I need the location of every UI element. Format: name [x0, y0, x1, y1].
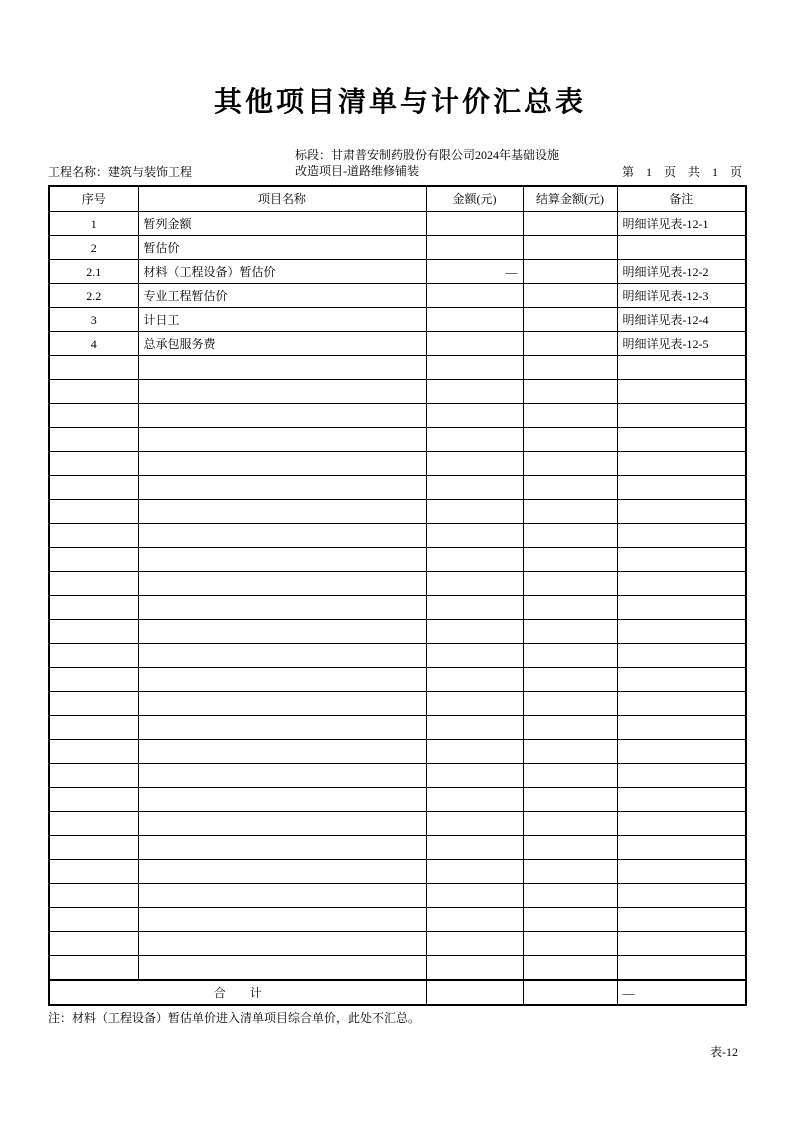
table-empty-row — [49, 860, 746, 884]
empty-cell — [523, 500, 617, 524]
empty-cell — [617, 356, 746, 380]
empty-cell — [49, 548, 138, 572]
empty-cell — [49, 716, 138, 740]
table-header — [49, 186, 746, 212]
empty-cell — [138, 788, 426, 812]
table-empty-row — [49, 740, 746, 764]
table-empty-row — [49, 644, 746, 668]
header-amount: 金额(元) — [426, 186, 523, 212]
empty-cell — [523, 404, 617, 428]
empty-cell — [138, 668, 426, 692]
empty-cell — [138, 716, 426, 740]
empty-cell — [617, 644, 746, 668]
empty-cell — [426, 476, 523, 500]
table-empty-row — [49, 380, 746, 404]
table-empty-row — [49, 812, 746, 836]
table-empty-row — [49, 716, 746, 740]
table-empty-row — [49, 788, 746, 812]
empty-cell — [138, 884, 426, 908]
empty-cell — [617, 668, 746, 692]
empty-cell — [138, 644, 426, 668]
table-empty-row — [49, 956, 746, 981]
empty-cell — [426, 884, 523, 908]
empty-cell — [49, 956, 138, 981]
cell-amount: — — [426, 260, 523, 284]
empty-cell — [426, 596, 523, 620]
empty-cell — [426, 428, 523, 452]
cell-amount — [426, 332, 523, 356]
empty-cell — [49, 404, 138, 428]
table-body — [49, 212, 746, 356]
cell-remark: 明细详见表-12-1 — [617, 212, 746, 236]
empty-cell — [138, 692, 426, 716]
empty-cell — [617, 716, 746, 740]
empty-cell — [426, 716, 523, 740]
empty-cell — [49, 764, 138, 788]
empty-cell — [49, 356, 138, 380]
form-code: 表-12 — [710, 1045, 738, 1059]
cell-amount — [426, 308, 523, 332]
cell-settlement — [523, 212, 617, 236]
table-empty-row — [49, 668, 746, 692]
empty-cell — [426, 620, 523, 644]
empty-cell — [523, 956, 617, 981]
empty-cell — [523, 524, 617, 548]
empty-cell — [426, 740, 523, 764]
empty-cell — [426, 644, 523, 668]
empty-cell — [523, 716, 617, 740]
empty-cell — [49, 692, 138, 716]
empty-cell — [138, 764, 426, 788]
empty-cell — [138, 452, 426, 476]
empty-cell — [138, 860, 426, 884]
empty-cell — [617, 476, 746, 500]
header-item-name: 项目名称 — [138, 186, 426, 212]
empty-cell — [617, 692, 746, 716]
empty-cell — [138, 404, 426, 428]
section-label — [295, 147, 559, 179]
empty-cell — [523, 356, 617, 380]
table-empty-row — [49, 692, 746, 716]
empty-cell — [617, 740, 746, 764]
empty-cell — [523, 620, 617, 644]
table-row — [49, 308, 746, 332]
empty-cell — [523, 764, 617, 788]
empty-cell — [617, 428, 746, 452]
empty-cell — [426, 380, 523, 404]
empty-cell — [426, 500, 523, 524]
cell-amount — [426, 284, 523, 308]
empty-cell — [49, 644, 138, 668]
empty-cell — [426, 788, 523, 812]
empty-cell — [617, 836, 746, 860]
table-empty-row — [49, 428, 746, 452]
cell-amount — [426, 236, 523, 260]
cell-seq: 2.1 — [49, 260, 138, 284]
empty-cell — [617, 380, 746, 404]
empty-cell — [426, 668, 523, 692]
table-empty-row — [49, 884, 746, 908]
empty-cell — [523, 548, 617, 572]
total-settlement — [523, 980, 617, 1005]
empty-cell — [523, 644, 617, 668]
empty-cell — [426, 908, 523, 932]
empty-cell — [523, 740, 617, 764]
table-empty-row — [49, 620, 746, 644]
empty-cell — [426, 692, 523, 716]
table-row — [49, 260, 746, 284]
empty-cell — [49, 596, 138, 620]
cell-amount — [426, 212, 523, 236]
empty-cell — [617, 452, 746, 476]
empty-cell — [49, 812, 138, 836]
empty-cell — [523, 908, 617, 932]
table-empty-row — [49, 836, 746, 860]
table-empty-row — [49, 500, 746, 524]
empty-cell — [523, 476, 617, 500]
empty-cell — [138, 380, 426, 404]
cell-seq: 2.2 — [49, 284, 138, 308]
empty-cell — [617, 956, 746, 981]
table-row — [49, 284, 746, 308]
cell-remark — [617, 236, 746, 260]
empty-cell — [523, 836, 617, 860]
total-remark: — — [617, 980, 746, 1005]
empty-cell — [617, 524, 746, 548]
header-remark: 备注 — [617, 186, 746, 212]
section-line-2: 改造项目-道路维修铺装 — [295, 164, 419, 178]
empty-cell — [49, 668, 138, 692]
section-line-1: 标段：甘肃普安制药股份有限公司2024年基础设施 — [295, 148, 560, 162]
empty-cell — [523, 572, 617, 596]
table-empty-row — [49, 908, 746, 932]
empty-cell — [49, 860, 138, 884]
cell-seq: 1 — [49, 212, 138, 236]
empty-cell — [138, 620, 426, 644]
cell-remark: 明细详见表-12-4 — [617, 308, 746, 332]
empty-cell — [426, 932, 523, 956]
empty-cell — [49, 884, 138, 908]
empty-cell — [49, 836, 138, 860]
empty-cell — [426, 860, 523, 884]
empty-cell — [426, 404, 523, 428]
cell-item-name: 暂估价 — [138, 236, 426, 260]
empty-cell — [138, 812, 426, 836]
empty-cell — [523, 452, 617, 476]
empty-cell — [617, 764, 746, 788]
table-footer — [49, 980, 746, 1005]
cell-item-name: 暂列金额 — [138, 212, 426, 236]
footnote: 注：材料（工程设备）暂估单价进入清单项目综合单价，此处不汇总。 — [48, 1011, 421, 1025]
empty-cell — [617, 596, 746, 620]
table-empty-row — [49, 596, 746, 620]
empty-cell — [426, 764, 523, 788]
empty-cell — [523, 860, 617, 884]
table-total-row — [49, 980, 746, 1005]
empty-cell — [49, 500, 138, 524]
table-row — [49, 236, 746, 260]
empty-cell — [617, 860, 746, 884]
cell-settlement — [523, 284, 617, 308]
empty-cell — [49, 932, 138, 956]
cell-remark: 明细详见表-12-5 — [617, 332, 746, 356]
empty-cell — [138, 740, 426, 764]
empty-cell — [617, 788, 746, 812]
empty-cell — [617, 884, 746, 908]
table-empty-row — [49, 452, 746, 476]
total-amount — [426, 980, 523, 1005]
table-empty-row — [49, 524, 746, 548]
empty-cell — [49, 380, 138, 404]
cell-item-name: 计日工 — [138, 308, 426, 332]
empty-cell — [617, 404, 746, 428]
empty-cell — [523, 596, 617, 620]
table-row — [49, 212, 746, 236]
empty-cell — [138, 932, 426, 956]
cell-seq: 4 — [49, 332, 138, 356]
summary-table — [48, 185, 747, 1006]
empty-cell — [49, 572, 138, 596]
table-empty-row — [49, 932, 746, 956]
table-empty-row — [49, 356, 746, 380]
empty-cell — [138, 428, 426, 452]
empty-cell — [138, 836, 426, 860]
empty-cell — [138, 500, 426, 524]
empty-cell — [138, 356, 426, 380]
empty-cell — [426, 812, 523, 836]
cell-item-name: 总承包服务费 — [138, 332, 426, 356]
table-empty-row — [49, 476, 746, 500]
empty-cell — [523, 692, 617, 716]
empty-cell — [617, 908, 746, 932]
table-header-row — [49, 186, 746, 212]
empty-cell — [617, 500, 746, 524]
empty-cell — [426, 548, 523, 572]
empty-cell — [426, 356, 523, 380]
empty-cell — [49, 740, 138, 764]
empty-cell — [617, 548, 746, 572]
table-empty-row — [49, 548, 746, 572]
empty-cell — [138, 596, 426, 620]
empty-cell — [426, 452, 523, 476]
empty-cell — [138, 476, 426, 500]
empty-cell — [138, 908, 426, 932]
empty-cell — [138, 956, 426, 981]
empty-cell — [426, 956, 523, 981]
empty-cell — [49, 428, 138, 452]
empty-cell — [617, 812, 746, 836]
cell-remark: 明细详见表-12-3 — [617, 284, 746, 308]
cell-item-name: 专业工程暂估价 — [138, 284, 426, 308]
cell-seq: 2 — [49, 236, 138, 260]
header-settlement-amount: 结算金额(元) — [523, 186, 617, 212]
cell-settlement — [523, 308, 617, 332]
empty-cell — [617, 932, 746, 956]
empty-cell — [523, 380, 617, 404]
empty-cell — [138, 572, 426, 596]
table-empty-rows — [49, 356, 746, 981]
empty-cell — [523, 932, 617, 956]
table-empty-row — [49, 764, 746, 788]
cell-remark: 明细详见表-12-2 — [617, 260, 746, 284]
cell-settlement — [523, 260, 617, 284]
table-empty-row — [49, 404, 746, 428]
empty-cell — [138, 524, 426, 548]
project-name-label: 工程名称：建筑与装饰工程 — [48, 165, 193, 179]
empty-cell — [138, 548, 426, 572]
cell-settlement — [523, 332, 617, 356]
empty-cell — [426, 836, 523, 860]
empty-cell — [523, 428, 617, 452]
page-number: 第 1 页 共 1 页 — [621, 165, 742, 179]
empty-cell — [49, 620, 138, 644]
empty-cell — [49, 476, 138, 500]
empty-cell — [426, 524, 523, 548]
empty-cell — [426, 572, 523, 596]
empty-cell — [49, 908, 138, 932]
empty-cell — [49, 524, 138, 548]
cell-settlement — [523, 236, 617, 260]
empty-cell — [523, 788, 617, 812]
page-title: 其他项目清单与计价汇总表 — [213, 87, 586, 118]
empty-cell — [523, 668, 617, 692]
table-row — [49, 332, 746, 356]
cell-seq: 3 — [49, 308, 138, 332]
empty-cell — [523, 812, 617, 836]
header-seq: 序号 — [49, 186, 138, 212]
empty-cell — [617, 620, 746, 644]
empty-cell — [617, 572, 746, 596]
total-label: 合 计 — [49, 980, 426, 1005]
empty-cell — [523, 884, 617, 908]
empty-cell — [49, 452, 138, 476]
table-empty-row — [49, 572, 746, 596]
cell-item-name: 材料（工程设备）暂估价 — [138, 260, 426, 284]
empty-cell — [49, 788, 138, 812]
